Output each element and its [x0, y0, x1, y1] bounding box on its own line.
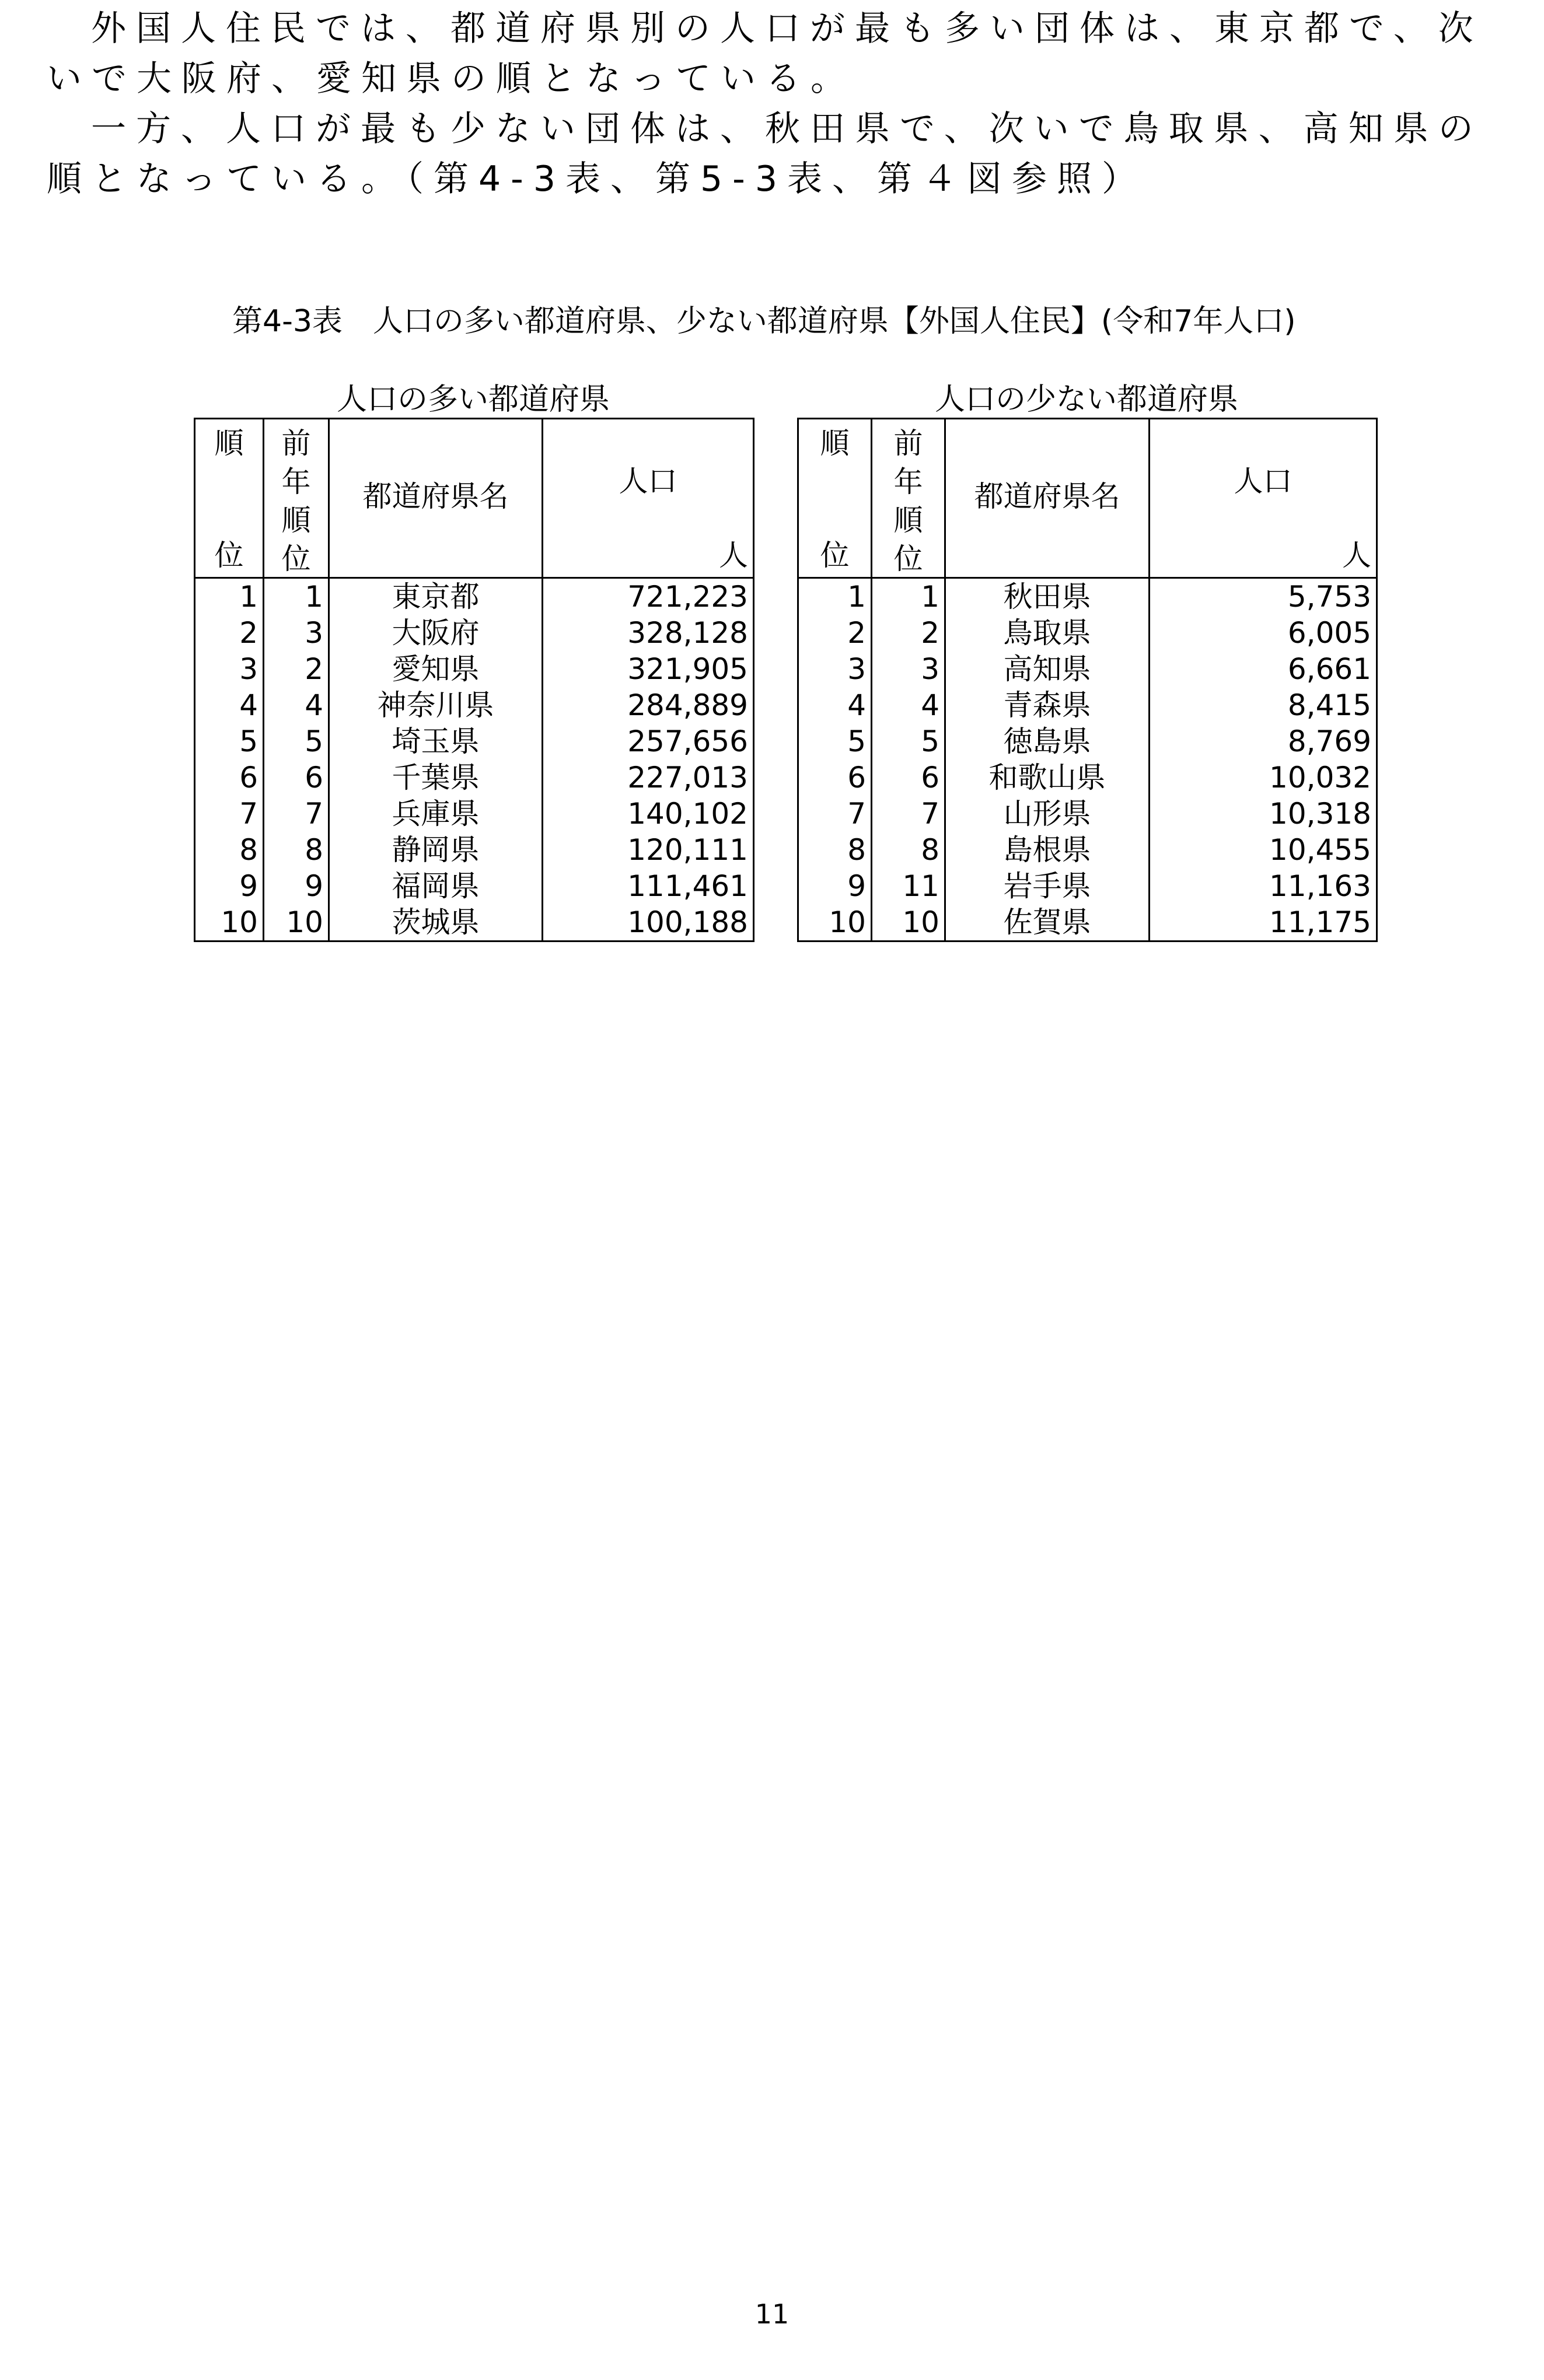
paragraph-text: 一方、人口が最も少ない団体は、秋田県で、次いで鳥取県、高知県の順となっている。（第4-3表、第5-3表、第４図参照） — [47, 108, 1483, 200]
population-cell: 120,111 — [543, 832, 754, 868]
table-row — [798, 904, 1377, 942]
prev-rank-cell: 3 — [872, 651, 945, 687]
table-row — [195, 904, 754, 942]
population-cell: 6,005 — [1150, 615, 1377, 651]
population-cell: 5,753 — [1150, 578, 1377, 615]
most-populous-table — [194, 418, 754, 942]
header-prev-line: 順 — [281, 503, 311, 537]
rank-cell: 6 — [195, 760, 264, 796]
population-cell: 328,128 — [543, 615, 754, 651]
rank-cell: 5 — [195, 723, 264, 760]
header-population — [1150, 419, 1377, 578]
prev-rank-cell: 7 — [872, 796, 945, 832]
prev-rank-cell: 4 — [264, 687, 329, 723]
prev-rank-cell: 5 — [264, 723, 329, 760]
header-population-label: 人口 — [619, 464, 677, 498]
table-header-row — [195, 419, 754, 578]
table-title-least: 人口の少ない都道府県 — [934, 382, 1238, 417]
header-rank — [195, 419, 264, 578]
prev-rank-cell: 9 — [264, 868, 329, 904]
prefecture-cell: 兵庫県 — [329, 796, 543, 832]
rank-cell: 1 — [195, 578, 264, 615]
prev-rank-cell: 1 — [872, 578, 945, 615]
header-rank-bottom: 位 — [820, 538, 850, 572]
population-cell: 284,889 — [543, 687, 754, 723]
rank-cell: 4 — [195, 687, 264, 723]
paragraph-text: 外国人住民では、都道府県別の人口が最も多い団体は、東京都で、次いで大阪府、愛知県の順となっている。 — [47, 8, 1483, 99]
prefecture-cell: 岩手県 — [945, 868, 1150, 904]
prev-rank-cell: 2 — [264, 651, 329, 687]
header-rank — [798, 419, 872, 578]
header-population — [543, 419, 754, 578]
population-cell: 11,175 — [1150, 904, 1377, 942]
prev-rank-cell: 10 — [264, 904, 329, 942]
header-prefecture — [329, 419, 543, 578]
header-prefecture — [945, 419, 1150, 578]
header-prev-line: 年 — [893, 465, 923, 499]
prev-rank-cell: 7 — [264, 796, 329, 832]
rank-cell: 2 — [195, 615, 264, 651]
prev-rank-cell: 10 — [872, 904, 945, 942]
prev-rank-cell: 5 — [872, 723, 945, 760]
population-cell: 721,223 — [543, 578, 754, 615]
population-cell: 11,163 — [1150, 868, 1377, 904]
rank-cell: 10 — [798, 904, 872, 942]
rank-cell: 8 — [798, 832, 872, 868]
prefecture-cell: 大阪府 — [329, 615, 543, 651]
population-cell: 227,013 — [543, 760, 754, 796]
header-prev-line: 順 — [893, 503, 923, 537]
prev-rank-cell: 8 — [872, 832, 945, 868]
table-row — [798, 578, 1377, 615]
rank-cell: 9 — [798, 868, 872, 904]
population-cell: 10,032 — [1150, 760, 1377, 796]
prefecture-cell: 愛知県 — [329, 651, 543, 687]
least-populous-table — [797, 418, 1378, 942]
table-row — [195, 687, 754, 723]
table-row — [195, 615, 754, 651]
rank-cell: 7 — [798, 796, 872, 832]
prev-rank-cell: 6 — [872, 760, 945, 796]
table-title-most: 人口の多い都道府県 — [336, 382, 610, 417]
prefecture-cell: 青森県 — [945, 687, 1150, 723]
table-row — [798, 723, 1377, 760]
table-caption: 第4-3表 人口の多い都道府県、少ない都道府県【外国人住民】(令和7年人口) — [232, 304, 1296, 339]
population-cell: 111,461 — [543, 868, 754, 904]
prev-rank-cell: 11 — [872, 868, 945, 904]
prev-rank-cell: 4 — [872, 687, 945, 723]
header-prev-line: 年 — [281, 465, 311, 499]
table-header-row — [798, 419, 1377, 578]
table-row — [798, 832, 1377, 868]
table-row — [195, 832, 754, 868]
least-populous-rows — [798, 578, 1377, 942]
population-cell: 6,661 — [1150, 651, 1377, 687]
rank-cell: 10 — [195, 904, 264, 942]
rank-cell: 4 — [798, 687, 872, 723]
population-cell: 321,905 — [543, 651, 754, 687]
rank-cell: 9 — [195, 868, 264, 904]
prefecture-cell: 埼玉県 — [329, 723, 543, 760]
population-cell: 8,415 — [1150, 687, 1377, 723]
table-row — [798, 615, 1377, 651]
prefecture-cell: 和歌山県 — [945, 760, 1150, 796]
paragraph-most-populous — [47, 4, 1517, 104]
prev-rank-cell: 8 — [264, 832, 329, 868]
prefecture-cell: 福岡県 — [329, 868, 543, 904]
header-prev-line: 位 — [281, 542, 311, 576]
prev-rank-cell: 1 — [264, 578, 329, 615]
prefecture-cell: 山形県 — [945, 796, 1150, 832]
population-cell: 10,455 — [1150, 832, 1377, 868]
rank-cell: 2 — [798, 615, 872, 651]
table-row — [195, 651, 754, 687]
prev-rank-cell: 6 — [264, 760, 329, 796]
rank-cell: 8 — [195, 832, 264, 868]
rank-cell: 1 — [798, 578, 872, 615]
prefecture-cell: 神奈川県 — [329, 687, 543, 723]
prefecture-cell: 徳島県 — [945, 723, 1150, 760]
rank-cell: 6 — [798, 760, 872, 796]
header-prev-rank — [264, 419, 329, 578]
prefecture-cell: 千葉県 — [329, 760, 543, 796]
prefecture-cell: 島根県 — [945, 832, 1150, 868]
table-row — [195, 723, 754, 760]
rank-cell: 7 — [195, 796, 264, 832]
table-row — [798, 760, 1377, 796]
prefecture-cell: 佐賀県 — [945, 904, 1150, 942]
table-row — [798, 651, 1377, 687]
population-cell: 140,102 — [543, 796, 754, 832]
population-cell: 8,769 — [1150, 723, 1377, 760]
table-row — [798, 868, 1377, 904]
most-populous-rows — [195, 578, 754, 942]
prefecture-cell: 鳥取県 — [945, 615, 1150, 651]
prefecture-cell: 秋田県 — [945, 578, 1150, 615]
prefecture-cell: 静岡県 — [329, 832, 543, 868]
header-prefecture-label: 都道府県名 — [974, 480, 1120, 513]
population-cell: 257,656 — [543, 723, 754, 760]
header-prefecture-label: 都道府県名 — [362, 480, 509, 513]
header-population-unit: 人 — [1342, 538, 1371, 572]
header-rank-bottom: 位 — [214, 538, 244, 572]
prev-rank-cell: 2 — [872, 615, 945, 651]
prefecture-cell: 茨城県 — [329, 904, 543, 942]
rank-cell: 3 — [195, 651, 264, 687]
table-row — [195, 760, 754, 796]
header-population-label: 人口 — [1234, 464, 1293, 498]
header-prev-line: 位 — [893, 542, 923, 576]
prefecture-cell: 高知県 — [945, 651, 1150, 687]
table-row — [798, 796, 1377, 832]
header-rank-top: 順 — [214, 426, 244, 460]
header-rank-top: 順 — [820, 426, 850, 460]
prefecture-cell: 東京都 — [329, 578, 543, 615]
header-population-unit: 人 — [719, 538, 748, 572]
rank-cell: 3 — [798, 651, 872, 687]
table-row — [195, 578, 754, 615]
paragraph-least-populous — [47, 104, 1517, 204]
population-cell: 10,318 — [1150, 796, 1377, 832]
prev-rank-cell: 3 — [264, 615, 329, 651]
page-number: 11 — [754, 2298, 790, 2330]
rank-cell: 5 — [798, 723, 872, 760]
header-prev-line: 前 — [281, 426, 311, 460]
population-cell: 100,188 — [543, 904, 754, 942]
header-prev-rank — [872, 419, 945, 578]
table-row — [195, 868, 754, 904]
table-row — [798, 687, 1377, 723]
header-prev-line: 前 — [893, 426, 923, 460]
table-row — [195, 796, 754, 832]
